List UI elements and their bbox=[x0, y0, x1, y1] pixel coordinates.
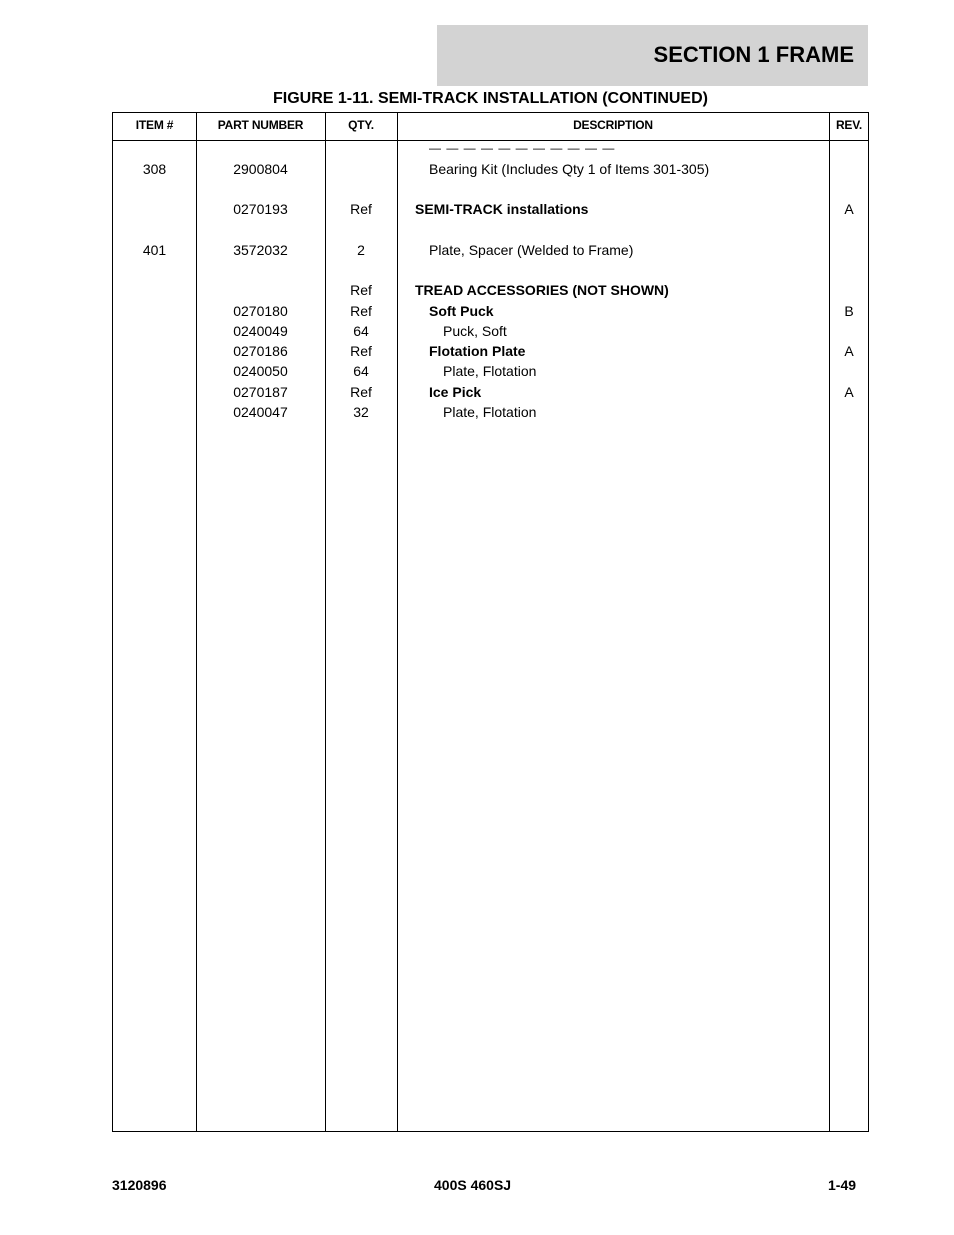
row-qty: 64 bbox=[353, 363, 369, 379]
row-part-number: 2900804 bbox=[233, 161, 288, 177]
section-title: SECTION 1 FRAME bbox=[653, 42, 854, 67]
row-item: 308 bbox=[142, 161, 167, 177]
row-description: Puck, Soft bbox=[443, 323, 507, 339]
footer-document-number: 3120896 bbox=[112, 1177, 167, 1193]
row-qty: Ref bbox=[350, 343, 372, 359]
row-part-number: 0240047 bbox=[233, 404, 288, 420]
row-part-number: 0240050 bbox=[233, 363, 288, 379]
footer-page-number: 1-49 bbox=[828, 1177, 857, 1193]
row-rev: A bbox=[844, 201, 854, 217]
row-qty: Ref bbox=[350, 303, 372, 319]
row-qty: 2 bbox=[357, 242, 365, 258]
header-part-number: PART NUMBER bbox=[217, 118, 304, 132]
row-description: Ice Pick bbox=[429, 384, 482, 400]
row-part-number: 0240049 bbox=[233, 323, 288, 339]
row-qty: 32 bbox=[353, 404, 369, 420]
row-part-number: 0270193 bbox=[233, 201, 288, 217]
row-qty: 64 bbox=[353, 323, 369, 339]
column-divider bbox=[196, 113, 197, 1131]
row-description: SEMI-TRACK installations bbox=[415, 201, 589, 217]
row-qty: Ref bbox=[350, 282, 372, 298]
row-description: Plate, Flotation bbox=[443, 363, 537, 379]
separator-line: — — — — — — — — — — — bbox=[429, 141, 616, 155]
row-part-number: 0270180 bbox=[233, 303, 288, 319]
row-part-number: 0270186 bbox=[233, 343, 288, 359]
header-rev: REV. bbox=[835, 118, 863, 132]
column-divider bbox=[829, 113, 830, 1131]
row-item: 401 bbox=[142, 242, 167, 258]
row-description: Soft Puck bbox=[429, 303, 494, 319]
section-header bbox=[437, 25, 868, 86]
row-description: Flotation Plate bbox=[429, 343, 526, 359]
column-divider bbox=[325, 113, 326, 1131]
row-rev: A bbox=[844, 343, 854, 359]
row-qty: Ref bbox=[350, 384, 372, 400]
parts-table bbox=[112, 112, 869, 1132]
row-description: Bearing Kit (Includes Qty 1 of Items 301-305) bbox=[429, 161, 710, 177]
row-description: Plate, Flotation bbox=[443, 404, 537, 420]
row-qty: Ref bbox=[350, 201, 372, 217]
row-description: TREAD ACCESSORIES (NOT SHOWN) bbox=[415, 282, 669, 298]
header-item: ITEM # bbox=[135, 118, 174, 132]
footer-model: 400S 460SJ bbox=[434, 1177, 512, 1193]
header-description: DESCRIPTION bbox=[573, 118, 653, 132]
row-part-number: 3572032 bbox=[233, 242, 288, 258]
column-divider bbox=[397, 113, 398, 1131]
row-description: Plate, Spacer (Welded to Frame) bbox=[429, 242, 634, 258]
figure-title: FIGURE 1-11. SEMI-TRACK INSTALLATION (CONTINUED) bbox=[273, 90, 708, 107]
row-rev: B bbox=[844, 303, 854, 319]
row-rev: A bbox=[844, 384, 854, 400]
row-part-number: 0270187 bbox=[233, 384, 288, 400]
header-qty: QTY. bbox=[348, 118, 374, 132]
